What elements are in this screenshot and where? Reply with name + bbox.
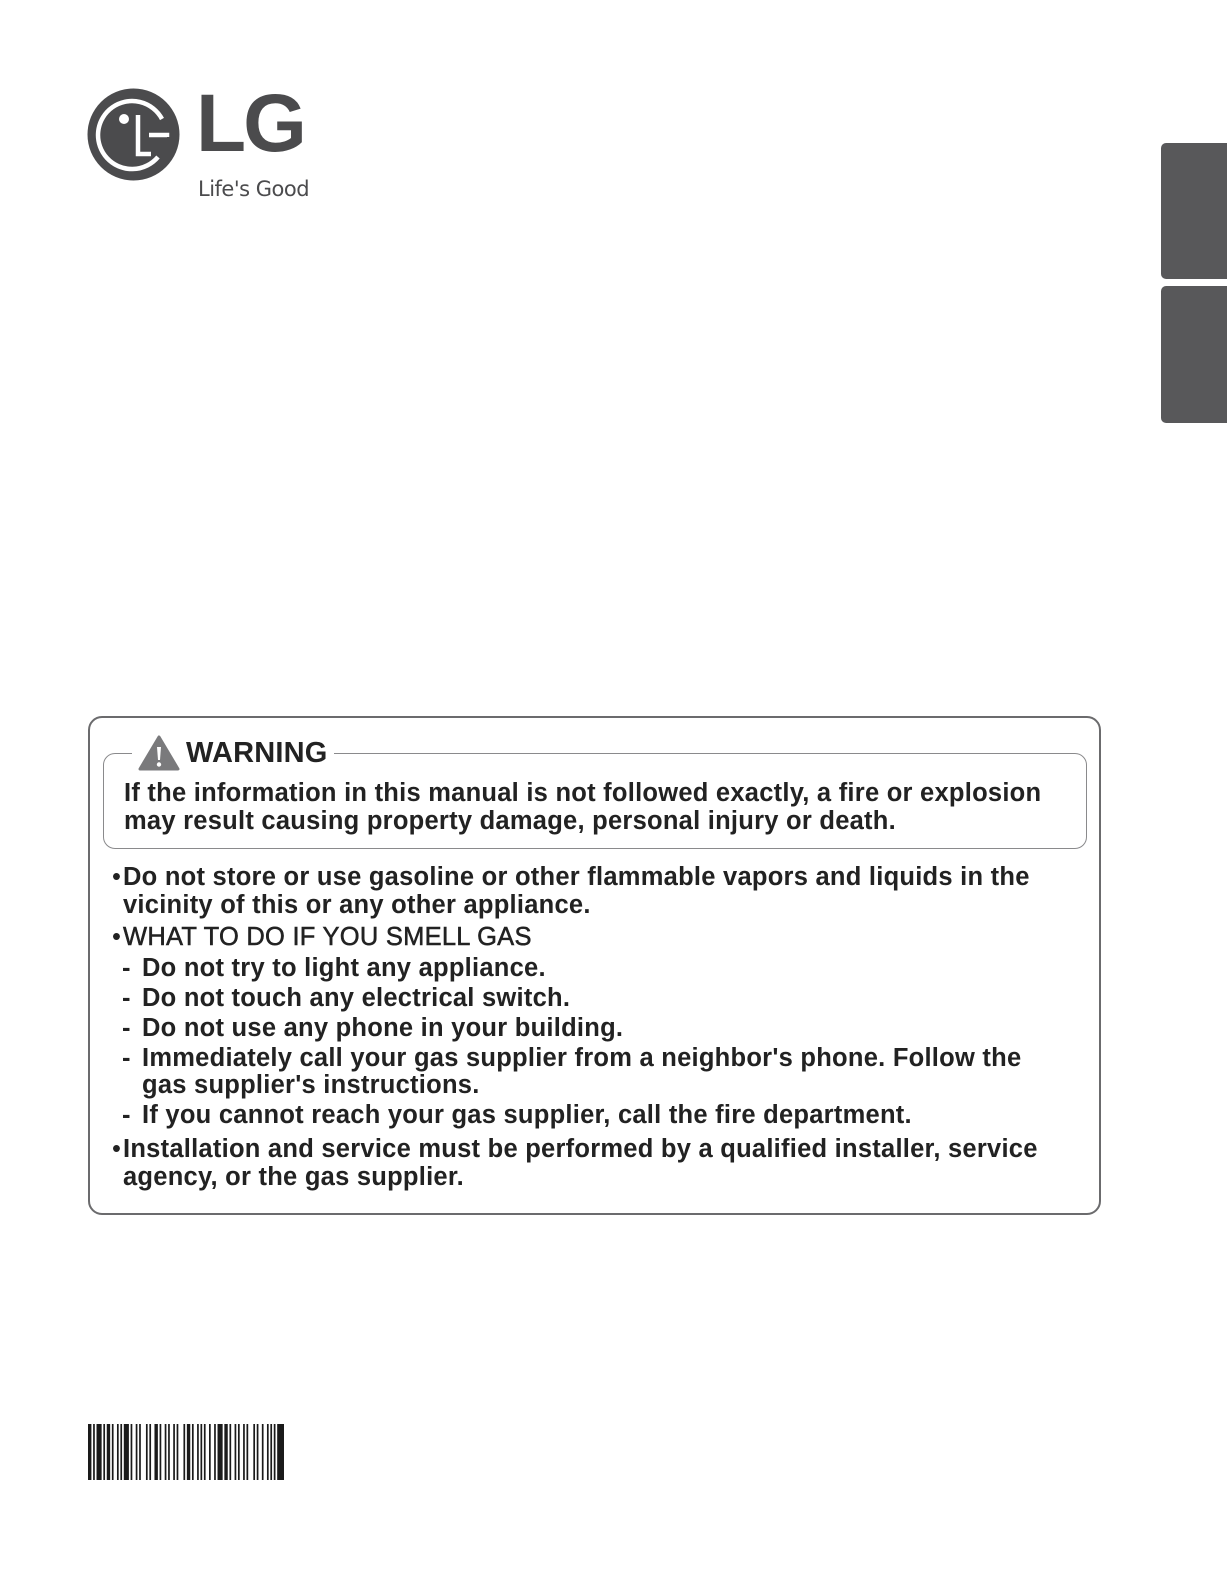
- gas-step: [112, 985, 1087, 1012]
- warning-heading: [132, 733, 334, 773]
- gas-step: [112, 1102, 1087, 1129]
- dash: -: [122, 1044, 131, 1072]
- barcode-bar: [160, 1424, 162, 1480]
- instruction-heading: WHAT TO DO IF YOU SMELL GAS: [123, 923, 532, 951]
- barcode-bar: [139, 1424, 141, 1480]
- lg-face-logo-icon: [86, 87, 181, 182]
- barcode-bar: [238, 1424, 240, 1480]
- barcode-bar: [197, 1424, 199, 1480]
- barcode-bar: [131, 1424, 133, 1480]
- barcode-bar: [183, 1424, 185, 1480]
- logo-wordmark: LG: [196, 78, 304, 169]
- instruction-line: agency, or the gas supplier.: [123, 1163, 464, 1191]
- gas-step: [112, 955, 1087, 982]
- gas-step-line: Do not touch any electrical switch.: [142, 984, 571, 1012]
- warning-lead-text: [124, 779, 1084, 835]
- barcode-bar: [257, 1424, 259, 1480]
- barcode-bar: [165, 1424, 167, 1480]
- barcode-bar: [243, 1424, 245, 1480]
- gas-step: [112, 1015, 1087, 1042]
- instruction-line: Do not store or use gasoline or other flammable vapors and liquids in the: [123, 863, 1030, 891]
- barcode-bar: [112, 1424, 114, 1480]
- instruction-line: Installation and service must be performed by a qualified installer, service: [123, 1135, 1038, 1163]
- barcode-bar: [262, 1424, 264, 1480]
- barcode-bar: [117, 1424, 119, 1480]
- dash: -: [122, 1101, 131, 1129]
- bullet: •: [112, 863, 122, 891]
- barcode-bar: [103, 1424, 105, 1480]
- barcode-bar: [136, 1424, 138, 1480]
- barcode-bar: [173, 1424, 175, 1480]
- side-index-tab-1: [1161, 143, 1227, 279]
- barcode-bar: [168, 1424, 170, 1480]
- dash: -: [122, 1014, 131, 1042]
- warning-title: WARNING: [186, 736, 328, 769]
- barcode-bar: [120, 1424, 122, 1480]
- logo-tagline: Life's Good: [198, 177, 310, 201]
- barcode-bar: [192, 1424, 194, 1480]
- barcode-bar: [274, 1424, 276, 1480]
- gas-step-line: Do not try to light any appliance.: [142, 954, 546, 982]
- side-index-tab-2: [1161, 286, 1227, 423]
- barcode-bar: [270, 1424, 272, 1480]
- gas-step-line: Do not use any phone in your building.: [142, 1014, 624, 1042]
- barcode-bar: [253, 1424, 255, 1480]
- gas-step-line: If you cannot reach your gas supplier, call the fire department.: [142, 1101, 912, 1129]
- barcode: [88, 1424, 284, 1480]
- barcode-bar: [177, 1424, 179, 1480]
- lg-logo: [86, 78, 326, 212]
- barcode-bar: [93, 1424, 95, 1480]
- barcode-bar: [88, 1424, 91, 1480]
- barcode-bar: [187, 1424, 190, 1480]
- barcode-bar: [124, 1424, 129, 1480]
- barcode-bar: [146, 1424, 148, 1480]
- bullet: •: [112, 923, 122, 951]
- gas-step-line: gas supplier's instructions.: [142, 1071, 480, 1099]
- barcode-bar: [149, 1424, 151, 1480]
- barcode-bar: [224, 1424, 227, 1480]
- barcode-bar: [214, 1424, 216, 1480]
- barcode-bar: [97, 1424, 102, 1480]
- barcode-bar: [247, 1424, 249, 1480]
- barcode-bar: [218, 1424, 223, 1480]
- instruction-item: [112, 1135, 1087, 1191]
- warning-instructions: [112, 863, 1087, 1191]
- barcode-bar: [277, 1424, 284, 1480]
- barcode-bar: [200, 1424, 202, 1480]
- warning-lead-line: may result causing property damage, personal injury or death.: [124, 807, 896, 835]
- warning-triangle-icon: [138, 735, 180, 771]
- barcode-bar: [267, 1424, 269, 1480]
- warning-lead-line: If the information in this manual is not followed exactly, a fire or explosion: [124, 779, 1042, 807]
- instruction-line: vicinity of this or any other appliance.: [123, 891, 591, 919]
- gas-step-line: Immediately call your gas supplier from a neighbor's phone. Follow the: [142, 1044, 1022, 1072]
- instruction-item-smell-gas: [112, 923, 1087, 951]
- barcode-bar: [107, 1424, 110, 1480]
- barcode-bar: [204, 1424, 206, 1480]
- instruction-item: [112, 863, 1087, 919]
- barcode-bar: [209, 1424, 211, 1480]
- barcode-bar: [235, 1424, 237, 1480]
- dash: -: [122, 954, 131, 982]
- gas-step: [112, 1045, 1087, 1099]
- dash: -: [122, 984, 131, 1012]
- barcode-bar: [154, 1424, 157, 1480]
- bullet: •: [112, 1135, 122, 1163]
- barcode-bar: [229, 1424, 231, 1480]
